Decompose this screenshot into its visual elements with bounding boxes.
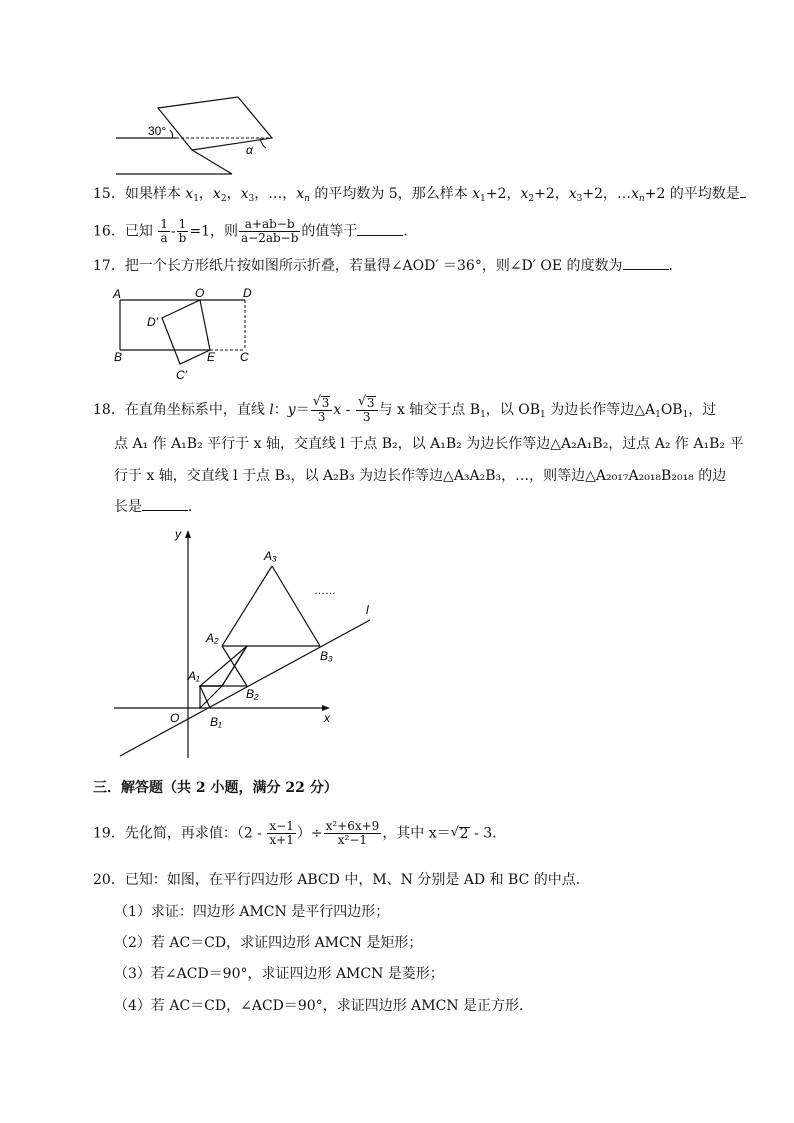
q15-text-a: 如果样本: [124, 186, 186, 202]
q20-part-3: （3）若∠ACD＝90°，求证四边形 AMCN 是菱形；: [114, 966, 444, 982]
q19-text-a: 先化简，再求值：（2 -: [124, 825, 267, 842]
q19-number: 19．: [93, 825, 125, 842]
q18-line1-b: 与 x 轴交于点 B: [378, 402, 481, 418]
label-A1: A₁: [188, 669, 200, 683]
q18-line1-e: OB: [660, 402, 683, 418]
q18-line1-f: ，过: [688, 402, 717, 418]
q16-prefix: 已知: [124, 223, 153, 240]
q18-line1-c: ，以 OB: [485, 402, 541, 418]
label-B3: B₃: [320, 649, 333, 663]
question-18-line2: 点 A₁ 作 A₁B₂ 平行于 x 轴，交直线 l 于点 B₂，以 A₁B₂ 为边长作等边△A₂A₁B₂，过点 A₂ 作 A₁B₂ 平: [114, 436, 744, 452]
angle-label: 30°: [148, 124, 167, 138]
q19-text-e: - 3.: [469, 825, 497, 842]
section-3-title: 三．解答题（共 2 小题，满分 22 分）: [93, 780, 338, 796]
q20-number: 20．: [93, 872, 125, 888]
q18-line1-a: 在直角坐标系中，直线: [124, 402, 270, 418]
q18-line4-text: 长是: [114, 499, 142, 515]
q15-text-c: 的平均数是: [665, 186, 740, 202]
q17-text: 把一个长方形纸片按如图所示折叠，若量得∠AOD′ ＝36°，则∠D′ OE 的度数为: [124, 258, 623, 274]
question-15: 15．如果样本 $x_1$，$x_2$，$x_3$，…，$x_n$ 的平均数为 5，那么样本 $x_1+2$，$x_2+2$，$x_3+2$，$\dots x_n+2$ 的平均数是: [93, 184, 746, 209]
label-A: A: [113, 287, 122, 301]
coordinate-figure: [112, 526, 382, 766]
label-A3: A₃: [264, 549, 277, 563]
label-C-prime: C′: [176, 368, 187, 382]
question-17: 17．把一个长方形纸片按如图所示折叠，若量得∠AOD′ ＝36°，则∠D′ OE 的度数为 ．: [93, 258, 683, 274]
q20-stem: 已知：如图，在平行四边形 ABCD 中，M、N 分别是 AD 和 BC 的中点．: [124, 872, 590, 888]
label-l: l: [366, 603, 369, 617]
origin-label: O: [170, 711, 180, 725]
question-18-line3: 行于 x 轴，交直线 l 于点 B₃，以 A₂B₃ 为边长作等边△A₃A₂B₃，…，则等边△A₂₀₁₇A₂₀₁₈B₂₀₁₈ 的边: [114, 468, 727, 484]
label-C: C: [240, 350, 249, 364]
question-18-line1: 18．在直角坐标系中，直线 l：y＝ √ 3 3 x - √ 3 3 与 x 轴交于点 $B_1$，以 $OB_1$ 为边长作等边$\triangle A_1OB_1$，过: [93, 394, 717, 424]
q20-part-2: （2）若 AC＝CD，求证四边形 AMCN 是矩形；: [114, 935, 423, 951]
q15-text-b: 的平均数为 5，那么样本: [309, 186, 473, 202]
fold-figure: [112, 92, 282, 178]
axis-y-label: y: [175, 527, 181, 541]
label-E: E: [207, 350, 216, 364]
q18-line1-d: 为边长作等边△A: [545, 402, 656, 418]
question-18-line4: 长是 ．: [114, 499, 202, 515]
label-D: D: [243, 286, 252, 300]
axis-x-label: x: [324, 711, 330, 725]
q16-suffix: 的值等于: [301, 223, 358, 240]
q20-part-1: （1）求证：四边形 AMCN 是平行四边形；: [114, 904, 390, 920]
q16-number: 16．: [93, 223, 125, 240]
ellipsis-label: ……: [314, 585, 336, 597]
alpha-label: α: [246, 143, 253, 157]
q16-frac2: $\frac{1}{b}$: [178, 217, 187, 245]
label-B1: B₁: [210, 715, 222, 729]
q19-frac2: $\frac{\text{x²+6x+9}}{\text{x²−1}}$: [325, 819, 380, 847]
question-16: 16．已知 $\frac{1}{a}$ - $\frac{1}{b}$ =1，则 $\frac{a+ab-b}{a-2ab-b}$ 的值等于 ．: [93, 217, 418, 245]
q18-number: 18．: [93, 402, 125, 418]
q20-part-4: （4）若 AC＝CD，∠ACD＝90°，求证四边形 AMCN 是正方形.: [114, 998, 524, 1014]
q19-frac1: $\frac{x-1}{x+1}$: [269, 819, 294, 847]
q16-frac3: $\frac{a+ab-b}{a-2ab-b}$: [240, 217, 299, 245]
q16-mid: =1，则: [189, 223, 238, 240]
label-O: O: [195, 286, 205, 300]
fold-rectangle-figure: [110, 284, 270, 384]
label-B: B: [114, 350, 123, 364]
q19-text-c: ，其中 x＝: [382, 825, 451, 842]
question-20: [93, 870, 590, 890]
q16-frac1: $\frac{1}{a}$: [160, 217, 168, 245]
q15-number: 15．: [93, 186, 125, 202]
label-A2: A₂: [206, 631, 219, 645]
q17-number: 17．: [93, 258, 125, 274]
q19-text-b: ）÷: [296, 825, 323, 842]
label-B2: B₂: [246, 687, 259, 701]
label-D-prime: D′: [147, 315, 158, 329]
question-19: 19．先化简，再求值：（2 - $\frac{x-1}{x+1}$ ）÷ $\frac{\text{x²+6x+9}}{\text{x²−1}}$ ，其中 x＝ √ 2 - 3.: [93, 819, 497, 847]
